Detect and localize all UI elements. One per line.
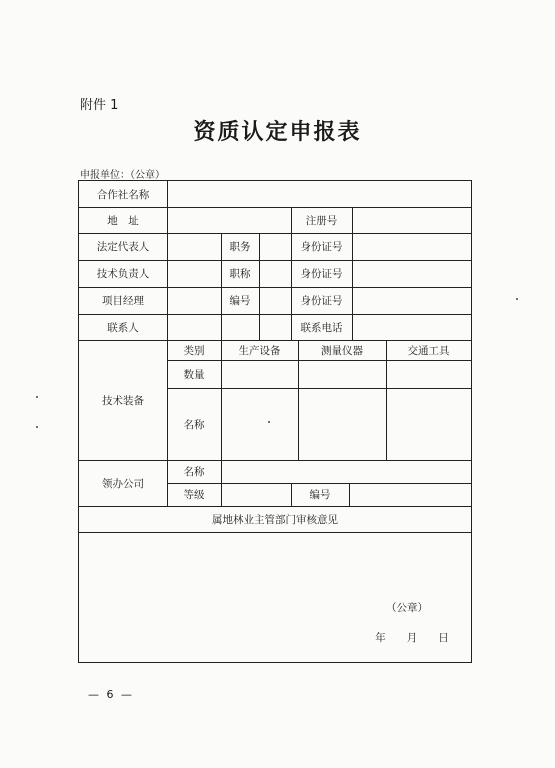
- label-lead-company: 领办公司: [102, 477, 144, 490]
- label-address: 地 址: [107, 214, 139, 227]
- label-seal: （公章）: [386, 601, 428, 614]
- label-grade: 等级: [183, 489, 205, 501]
- attachment-label: 附件 1: [80, 98, 119, 113]
- label-title-rank: 职称: [229, 268, 251, 280]
- label-number-2: 编号: [309, 489, 331, 501]
- label-equipment-name: 名称: [183, 418, 205, 431]
- label-tech-lead: 技术负责人: [96, 268, 150, 280]
- application-form: [78, 180, 472, 663]
- label-registration-no: 注册号: [305, 214, 338, 227]
- scan-speck: [36, 396, 38, 398]
- label-tech-equipment: 技术装备: [102, 394, 144, 407]
- label-quantity: 数量: [183, 368, 205, 381]
- label-id-no-2: 身份证号: [300, 268, 343, 280]
- label-legal-rep: 法定代表人: [96, 241, 150, 253]
- scan-speck: [36, 426, 38, 428]
- page-number: — 6 —: [88, 688, 134, 701]
- label-id-no-1: 身份证号: [300, 241, 343, 253]
- label-project-manager: 项目经理: [102, 295, 144, 307]
- label-contact: 联系人: [107, 321, 139, 334]
- label-id-no-3: 身份证号: [300, 295, 343, 307]
- applicant-unit-label: 申报单位：（公章）: [80, 170, 165, 181]
- label-phone: 联系电话: [300, 321, 343, 334]
- label-coop-name: 合作社名称: [96, 188, 150, 201]
- page-title: 资质认定申报表: [193, 119, 362, 145]
- scan-speck: [516, 298, 518, 300]
- label-review-opinion: 属地林业主管部门审核意见: [212, 513, 338, 526]
- label-measuring-instruments: 测量仪器: [321, 344, 363, 357]
- label-production-equipment: 生产设备: [238, 344, 281, 357]
- label-transport: 交通工具: [407, 344, 450, 357]
- label-date: 年 月 日: [375, 631, 449, 644]
- label-company-name: 名称: [183, 466, 205, 478]
- label-position: 职务: [229, 241, 251, 253]
- label-number-1: 编号: [229, 295, 251, 307]
- label-category: 类别: [183, 344, 205, 357]
